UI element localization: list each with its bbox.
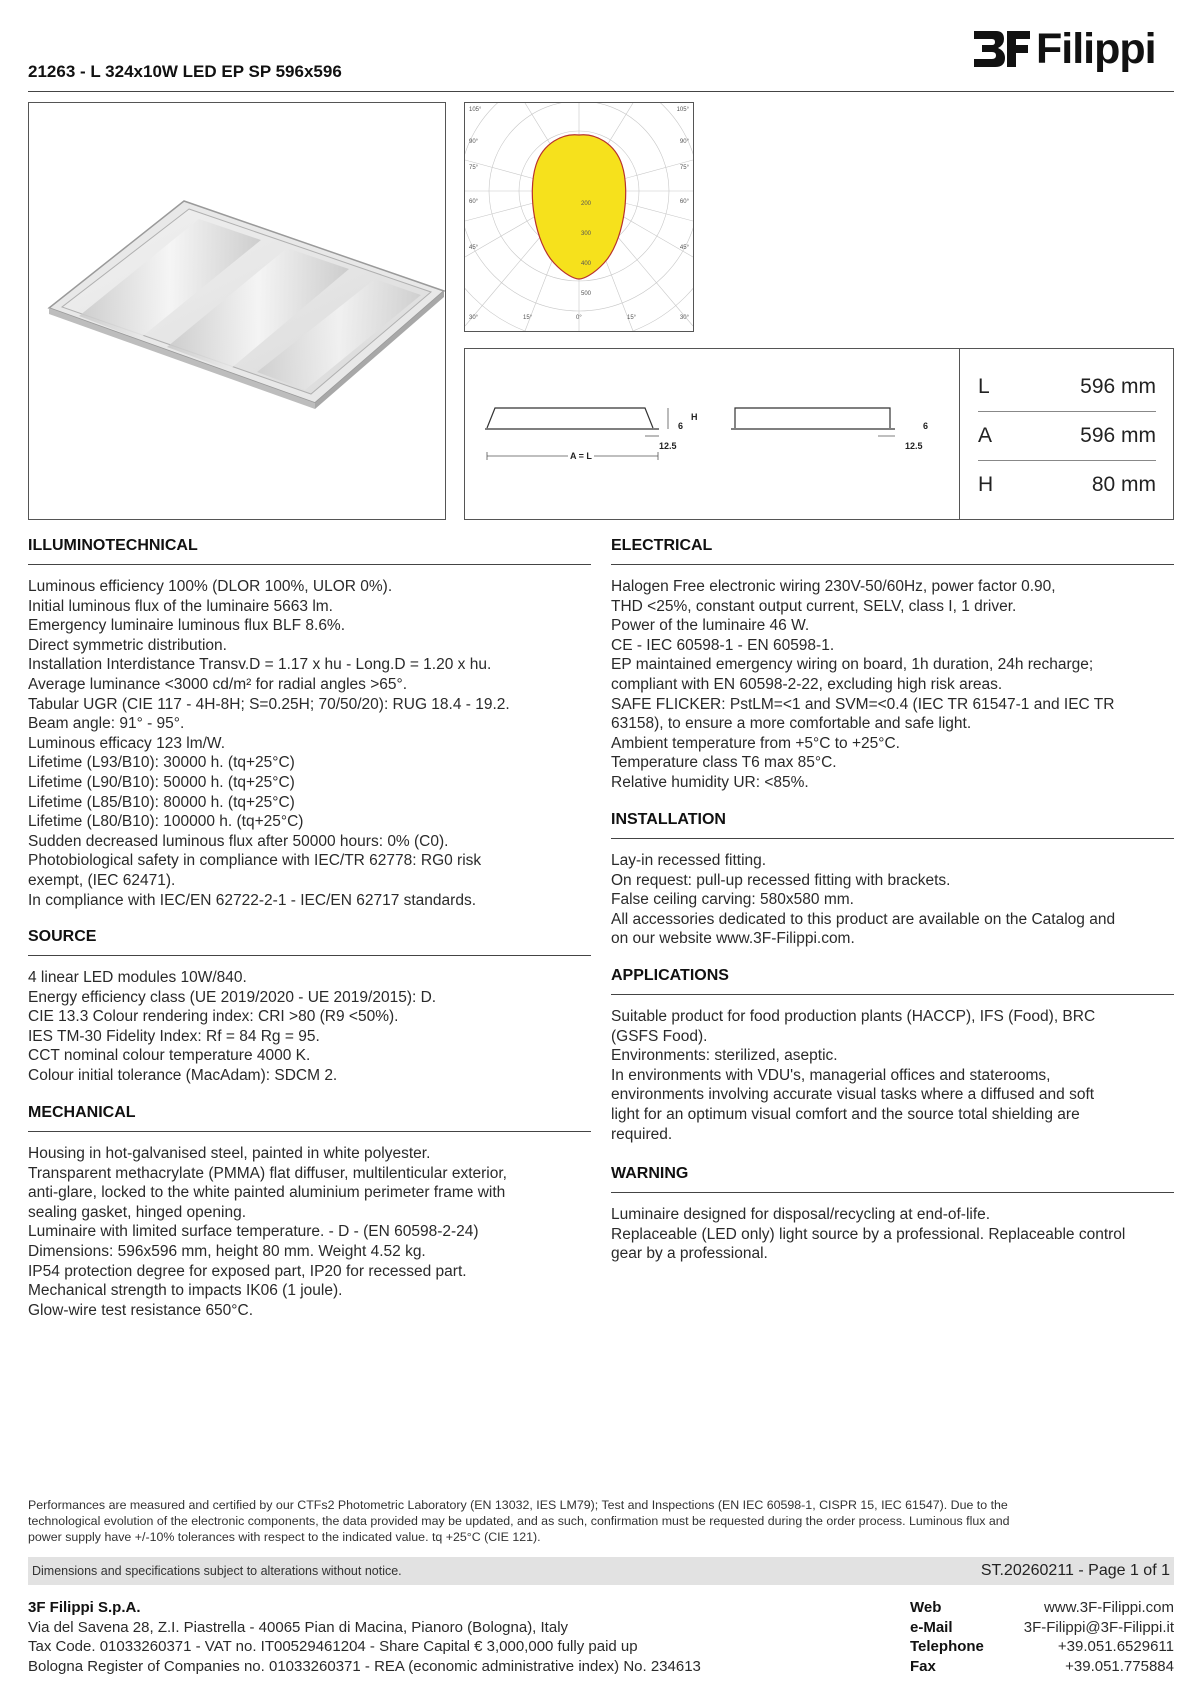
text-line: Direct symmetric distribution. (28, 636, 227, 654)
text-line: All accessories dedicated to this product are available on the Catalog and (611, 910, 1116, 928)
contact-row-email (910, 1618, 1174, 1638)
contact-info (910, 1598, 1174, 1676)
polar-label: 60° (469, 199, 479, 205)
text-line: Glow-wire test resistance 650°C. (28, 1301, 253, 1319)
contact-row-web (910, 1598, 1174, 1618)
polar-radial-label: 400 (581, 261, 592, 267)
text-line: Sudden decreased luminous flux after 50000 hours: 0% (C0). (28, 832, 449, 850)
contact-key: Telephone (910, 1638, 984, 1656)
text-line: Lay-in recessed fitting. (611, 852, 767, 869)
text-line: Luminaire with limited surface temperature. - D - (EN 60598-2-24) (28, 1223, 479, 1241)
text-line: IP54 protection degree for exposed part, IP20 for recessed part. (28, 1262, 467, 1280)
flange-dim-label: 12.5 (905, 441, 923, 451)
dimension-key: L (978, 375, 990, 398)
contact-key: Web (910, 1599, 942, 1616)
text-line: (GSFS Food). (611, 1027, 708, 1045)
text-line: Beam angle: 91° - 95°. (28, 715, 185, 733)
text-line: 4 linear LED modules 10W/840. (28, 969, 247, 986)
photometric-polar-diagram (464, 102, 694, 332)
length-dim-label: A = L (570, 451, 592, 461)
polar-label: 45° (469, 245, 479, 251)
section-title: APPLICATIONS (611, 967, 1174, 995)
text-line: Colour initial tolerance (MacAdam): SDCM 2. (28, 1066, 338, 1084)
text-line: Temperature class T6 max 85°C. (611, 754, 837, 772)
text-line: On request: pull-up recessed fitting with brackets. (611, 871, 951, 889)
text-line: False ceiling carving: 580x580 mm. (611, 891, 854, 909)
text-line: 63158), to ensure a more comfortable and safe light. (611, 715, 972, 733)
text-line: In environments with VDU's, managerial offices and staterooms, (611, 1066, 1051, 1084)
brand-logo (970, 24, 1175, 74)
technical-drawing (465, 349, 960, 519)
text-line: Halogen Free electronic wiring 230V-50/60Hz, power factor 0.90, (611, 578, 1056, 595)
polar-label: 75° (469, 165, 479, 171)
company-register-info: Bologna Register of Companies no. 01033260371 - REA (economic administrative index) No. 234613 (28, 1657, 701, 1675)
polar-label: 60° (679, 199, 689, 205)
polar-label: 15° (523, 315, 533, 321)
section-installation (611, 811, 1174, 949)
text-line: Lifetime (L85/B10): 80000 h. (tq+25°C) (28, 793, 295, 811)
text-line: Performances are measured and certified by our CTFs2 Photometric Laboratory (EN 13032, IES LM79); Test and Inspections (EN IEC 60598-1, CISPR 15, IEC 61547). Due to the (28, 1498, 1008, 1512)
contact-key: Fax (910, 1657, 936, 1675)
text-line: CCT nominal colour temperature 4000 K. (28, 1047, 311, 1065)
company-tax-info: Tax Code. 01033260371 - VAT no. IT00529461204 - Share Capital € 3,000,000 fully paid up (28, 1638, 638, 1656)
text-line: Lifetime (L93/B10): 30000 h. (tq+25°C) (28, 754, 295, 772)
polar-label: 105° (469, 107, 482, 113)
text-line: Replaceable (LED only) light source by a professional. Replaceable control (611, 1225, 1126, 1243)
text-line: Energy efficiency class (UE 2019/2020 - UE 2019/2015): D. (28, 988, 437, 1006)
dimensions-table (978, 363, 1156, 509)
polar-radial-label: 200 (581, 201, 592, 207)
text-line: CIE 13.3 Colour rendering index: CRI >80 (R9 <50%). (28, 1008, 399, 1026)
telephone-value: +39.051.6529611 (1057, 1638, 1174, 1656)
dimension-value: 596 mm (1080, 375, 1156, 398)
dimension-key: H (978, 473, 994, 496)
polar-label: 90° (469, 139, 479, 145)
dimension-divider (959, 348, 960, 520)
text-line: Lifetime (L80/B10): 100000 h. (tq+25°C) (28, 813, 304, 831)
product-title: 21263 - L 324x10W LED EP SP 596x596 (28, 62, 342, 81)
height-dim-label: H (691, 412, 698, 422)
text-line: Emergency luminaire luminous flux BLF 8.6%. (28, 617, 346, 635)
section-title: ILLUMINOTECHNICAL (28, 537, 591, 565)
text-line: technological evolution of the electronic components, the data provided may be updated, and as such, confirmation must be requested during the order process. Luminous flux and (28, 1514, 1010, 1528)
polar-chart-graphic (465, 103, 693, 331)
text-line: required. (611, 1125, 673, 1143)
flange-dim-label: 12.5 (659, 441, 677, 451)
text-line: Average luminance <3000 cd/m² for radial angles >65°. (28, 675, 408, 693)
text-line: Ambient temperature from +5°C to +25°C. (611, 734, 900, 752)
text-line: anti-glare, locked to the white painted aluminium perimeter frame with (28, 1184, 506, 1202)
text-line: compliant with EN 60598-2-22, excluding high risk areas. (611, 675, 1003, 693)
luminous-intensity-curve (532, 135, 625, 279)
email-link[interactable]: 3F-Filippi@3F-Filippi.it (1023, 1618, 1174, 1636)
header-divider (28, 91, 1174, 92)
web-link[interactable]: www.3F-Filippi.com (1043, 1599, 1174, 1616)
polar-label: 30° (469, 315, 479, 321)
text-line: Tabular UGR (CIE 117 - 4H-8H; S=0.25H; 70/50/20): RUG 18.4 - 19.2. (28, 695, 510, 713)
polar-label: 45° (679, 245, 689, 251)
dimension-value: 80 mm (1091, 473, 1156, 496)
logo-wordmark: Filippi (1036, 24, 1156, 73)
edge-dim-label: 6 (678, 421, 684, 431)
fax-value: +39.051.775884 (1065, 1657, 1174, 1675)
text-line: In compliance with IEC/EN 62722-2-1 - IEC/EN 62717 standards. (28, 891, 477, 909)
text-line: Relative humidity UR: <85%. (611, 773, 809, 791)
text-line: THD <25%, constant output current, SELV, class I, 1 driver. (611, 597, 1017, 615)
company-address: Via del Savena 28, Z.I. Piastrella - 40065 Pian di Macina, Pianoro (Bologna), Italy (28, 1618, 569, 1636)
text-line: gear by a professional. (611, 1245, 768, 1263)
text-line: Luminaire designed for disposal/recycling at end-of-life. (611, 1206, 991, 1223)
dimension-key: A (978, 424, 993, 447)
text-line: Environments: sterilized, aseptic. (611, 1047, 838, 1065)
text-line: Suitable product for food production plants (HACCP), IFS (Food), BRC (611, 1008, 1096, 1025)
contact-row-fax (910, 1657, 1174, 1677)
text-line: Power of the luminaire 46 W. (611, 617, 810, 635)
text-line: Luminous efficiency 100% (DLOR 100%, ULOR 0%). (28, 578, 393, 595)
section-body (611, 851, 1174, 949)
dimension-value: 596 mm (1080, 424, 1156, 447)
polar-label: 105° (676, 107, 689, 113)
section-body (28, 1144, 591, 1320)
text-line: EP maintained emergency wiring on board, 1h duration, 24h recharge; (611, 656, 1094, 674)
text-line: Photobiological safety in compliance with IEC/TR 62778: RG0 risk (28, 852, 482, 870)
footer-bar (28, 1557, 1174, 1585)
text-line: Initial luminous flux of the luminaire 5663 lm. (28, 597, 333, 615)
polar-radial-label: 300 (581, 231, 592, 237)
section-body (611, 1007, 1174, 1144)
section-title: WARNING (611, 1165, 1174, 1193)
section-electrical (611, 537, 1174, 793)
section-title: SOURCE (28, 928, 591, 956)
text-line: Installation Interdistance Transv.D = 1.17 x hu - Long.D = 1.20 x hu. (28, 656, 492, 674)
text-line: SAFE FLICKER: PstLM=<1 and SVM=<0.4 (IEC TR 61547-1 and IEC TR (611, 695, 1115, 713)
text-line: light for an optimum visual comfort and the source total shielding are (611, 1105, 1080, 1123)
section-title: MECHANICAL (28, 1104, 591, 1132)
luminaire-illustration (29, 103, 445, 519)
text-line: on our website www.3F-Filippi.com. (611, 930, 855, 948)
text-line: Transparent methacrylate (PMMA) flat diffuser, multilenticular exterior, (28, 1164, 507, 1182)
section-title: INSTALLATION (611, 811, 1174, 839)
polar-label: 0° (576, 315, 582, 321)
section-body (611, 1205, 1174, 1264)
polar-label: 75° (679, 165, 689, 171)
text-line: Housing in hot-galvanised steel, painted in white polyester. (28, 1145, 431, 1162)
text-line: power supply have +/-10% tolerances with respect to the indicated value. tq +25°C (CIE 121). (28, 1530, 541, 1544)
polar-label: 30° (679, 315, 689, 321)
section-applications (611, 967, 1174, 1144)
section-source (28, 928, 591, 1086)
product-photo (28, 102, 446, 520)
section-title: ELECTRICAL (611, 537, 1174, 565)
3f-logo-icon (970, 27, 1032, 71)
polar-radial-label: 500 (581, 291, 592, 297)
dimension-row (978, 461, 1156, 509)
contact-key: e-Mail (910, 1618, 953, 1636)
section-body (28, 968, 591, 1086)
contact-row-telephone (910, 1637, 1174, 1657)
text-line: sealing gasket, hinged opening. (28, 1203, 247, 1221)
text-line: IES TM-30 Fidelity Index: Rf = 84 Rg = 95. (28, 1027, 320, 1045)
polar-label: 90° (679, 139, 689, 145)
dimension-row (978, 412, 1156, 461)
text-line: Dimensions: 596x596 mm, height 80 mm. Weight 4.52 kg. (28, 1242, 426, 1260)
section-body (28, 577, 591, 910)
text-line: CE - IEC 60598-1 - EN 60598-1. (611, 636, 835, 654)
performance-footnote (28, 1497, 1174, 1545)
polar-label: 15° (627, 315, 637, 321)
text-line: Mechanical strength to impacts IK06 (1 joule). (28, 1282, 343, 1300)
company-info (28, 1598, 701, 1676)
text-line: exempt, (IEC 62471). (28, 871, 176, 889)
dimension-row (978, 363, 1156, 412)
section-illuminotechnical (28, 537, 591, 910)
text-line: environments involving accurate visual tasks where a diffused and soft (611, 1086, 1095, 1104)
disclaimer-text: Dimensions and specifications subject to alterations without notice. (32, 1564, 402, 1578)
section-mechanical (28, 1104, 591, 1320)
text-line: Lifetime (L90/B10): 50000 h. (tq+25°C) (28, 773, 295, 791)
edge-dim-label: 6 (923, 421, 929, 431)
section-warning (611, 1165, 1174, 1264)
company-name: 3F Filippi S.p.A. (28, 1599, 141, 1616)
text-line: Luminous efficacy 123 lm/W. (28, 734, 225, 752)
section-body (611, 577, 1174, 793)
page-reference: ST.20260211 - Page 1 of 1 (980, 1562, 1170, 1579)
